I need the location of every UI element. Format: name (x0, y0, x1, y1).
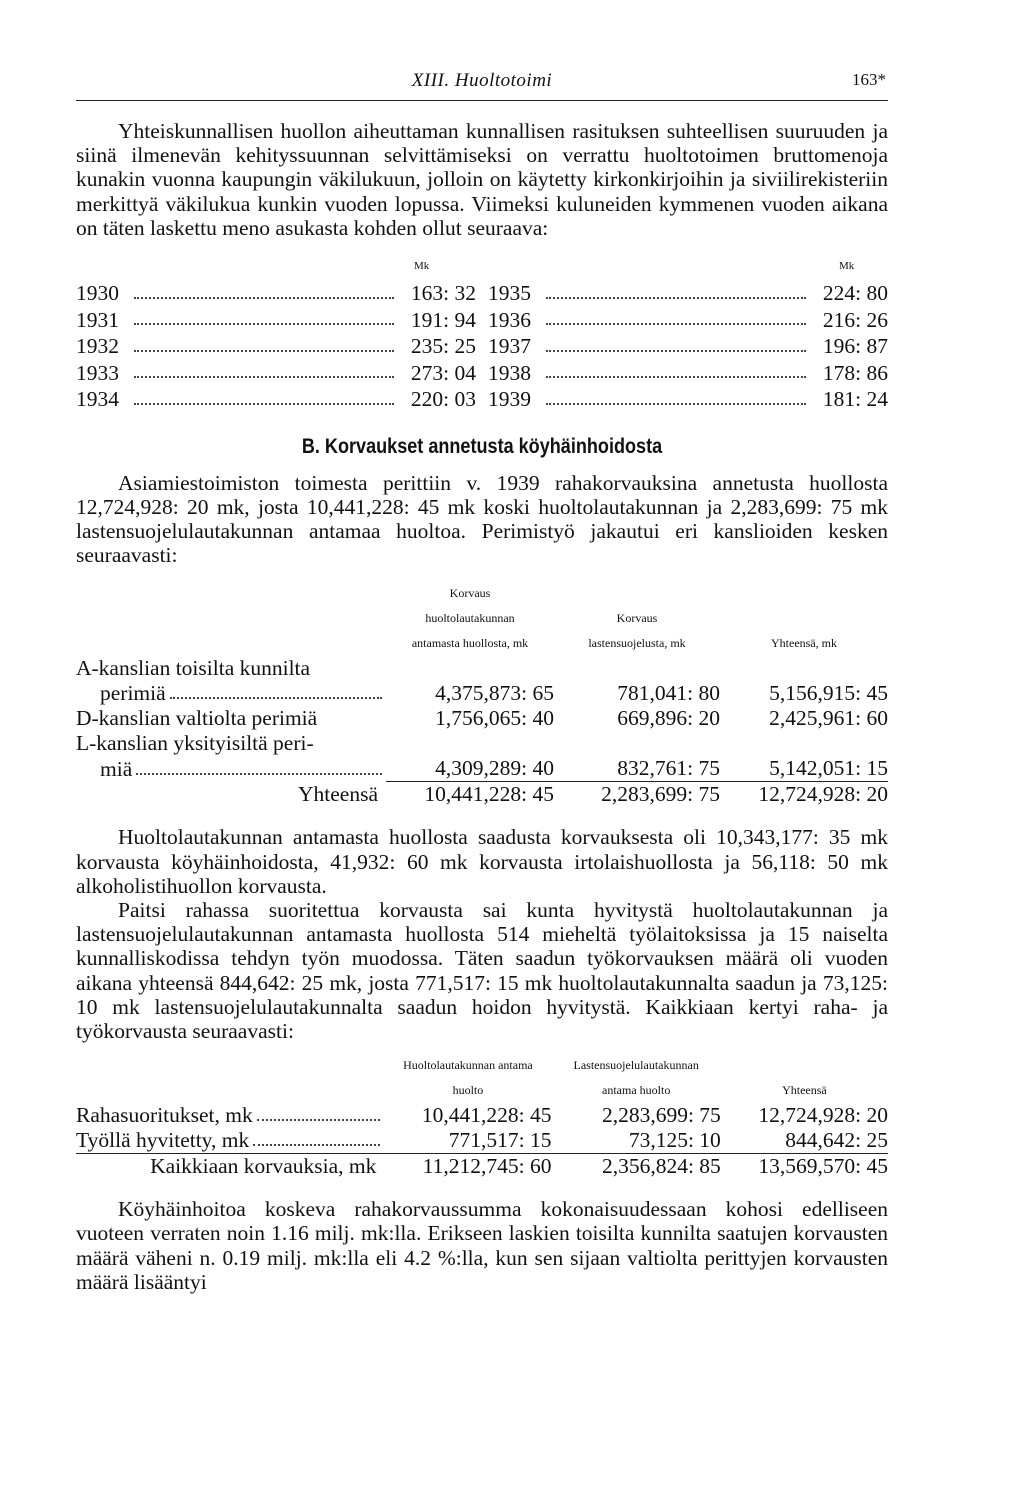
office-collections-table (76, 581, 888, 807)
total-row (76, 1154, 888, 1180)
value: 235: 25 (410, 334, 476, 359)
row-label: D-kanslian valtiolta perimiä (76, 706, 318, 731)
row-label: Rahasuoritukset, mk (76, 1103, 253, 1128)
section-b-paragraph: Asiamiestoimiston toimesta perittiin v. 1939 rahakorvauksina annetusta huollosta 12,724,928: 20 mk, josta 10,441,228: 45 mk koski huoltolautakunnan ja 2,283,699: 75 mk lastensuojelulautakunnan antamaa huoltoa. Perimistyö jakautui eri kanslioiden kesken seuraavasti: (76, 470, 888, 568)
year: 1938 (488, 360, 531, 385)
cell: 4,309,289: 40 (435, 756, 554, 781)
total-compensation-table (76, 1053, 888, 1179)
value: 191: 94 (410, 307, 476, 332)
value: 181: 24 (822, 387, 888, 412)
total-cell: 12,724,928: 20 (720, 782, 888, 808)
paragraph-4: Paitsi rahassa suoritettua korvausta sai kunta hyvitystä huoltolautakunnan ja lastensuojelulautakunnan antamasta huollosta 514 mieheltä työlaitoksissa ja 15 naiselta kunnalliskodissa tehdyn työn muodossa. Täten saadun työkorvauksen määrä oli vuoden aikana yhteensä 844,642: 25 mk, josta 771,517: 15 mk huoltolautakunnalta saadun ja 73,125: 10 mk lastensuojelulautakunnalta saadun hoidon hyvitystä. Kaikkiaan kertyi raha- ja työkorvausta seuraavasti: (76, 897, 888, 1043)
section-b-heading: B. Korvaukset annetusta köyhäinhoidosta (301, 434, 663, 458)
value: 224: 80 (822, 281, 888, 306)
year: 1931 (76, 307, 119, 332)
cell: 5,142,051: 15 (769, 756, 888, 781)
column-header: Yhteensä, mk (771, 636, 837, 651)
cell: 1,756,065: 40 (435, 706, 554, 731)
total-cell: 11,212,745: 60 (384, 1154, 551, 1180)
header-rule (76, 100, 888, 101)
row-label: perimiä (100, 681, 166, 706)
table-row (76, 756, 888, 782)
table-row (76, 706, 888, 731)
year: 1935 (488, 281, 531, 306)
running-header (76, 70, 888, 98)
cell: 669,896: 20 (617, 706, 720, 731)
year: 1939 (488, 387, 531, 412)
value: 178: 86 (822, 360, 888, 385)
per-capita-row (76, 280, 888, 307)
column-header: Yhteensä (782, 1083, 827, 1098)
page-number: 163* (852, 70, 886, 89)
intro-paragraph: Yhteiskunnallisen huollon aiheuttaman kunnallisen rasituksen suhteellisen suuruuden ja siinä ilmenevän kehityssuunnan selvittämiseksi on verrattu huoltotoimen bruttomenoja kunakin vuonna kaupungin väkilukuun, jolloin on käytetty kirkonkirjoihin ja siviilirekisteriin merkittyä väkilukua kunkin vuoden lopussa. Viimeksi kuluneiden kymmenen vuoden aikana on täten laskettu meno asukasta kohden ollut seuraava: (76, 119, 888, 240)
total-cell: 2,356,824: 85 (552, 1154, 721, 1180)
row-label: L-kanslian yksityisiltä peri- (76, 731, 314, 756)
paragraph-5: Köyhäinhoitoa koskeva rahakorvaussumma kokonaisuudessaan kohosi edelliseen vuoteen verraten noin 1.16 milj. mk:lla. Erikseen laskien toisilta kunnilta saatujen korvausten määrä väheni n. 0.19 milj. mk:lla eli 4.2 %:lla, kun sen sijaan valtiolta perittyjen korvausten määrä lisääntyi (76, 1197, 888, 1294)
per-capita-row (76, 360, 888, 387)
table-row (76, 1128, 888, 1154)
value: 163: 32 (410, 281, 476, 306)
cell: 73,125: 10 (628, 1128, 721, 1153)
cell: 832,761: 75 (617, 756, 720, 781)
cell: 2,283,699: 75 (601, 1103, 721, 1128)
per-capita-row (76, 333, 888, 360)
cell: 12,724,928: 20 (758, 1103, 888, 1128)
year: 1936 (488, 307, 531, 332)
per-capita-row (76, 307, 888, 334)
column-header: Huoltolautakunnan antama huolto (403, 1058, 533, 1098)
unit-label-right: Mk (839, 260, 855, 273)
year: 1933 (76, 360, 119, 385)
cell: 2,425,961: 60 (769, 706, 888, 731)
column-header: Lastensuojelulautakunnan antama huolto (573, 1058, 699, 1098)
row-label: A-kanslian toisilta kunnilta (76, 656, 311, 681)
cell: 10,441,228: 45 (421, 1103, 552, 1128)
total-label: Yhteensä (298, 782, 378, 807)
value: 216: 26 (822, 307, 888, 332)
per-capita-table (76, 280, 888, 413)
unit-label-left: Mk (414, 260, 430, 273)
value: 273: 04 (410, 360, 476, 385)
year: 1930 (76, 281, 119, 306)
cell: 5,156,915: 45 (769, 681, 888, 706)
cell: 781,041: 80 (617, 681, 720, 706)
cell: 844,642: 25 (785, 1128, 888, 1153)
page (76, 70, 888, 1294)
value: 196: 87 (822, 334, 888, 359)
value: 220: 03 (410, 387, 476, 412)
year: 1934 (76, 387, 119, 412)
total-cell: 2,283,699: 75 (554, 782, 720, 808)
table-row (76, 656, 888, 681)
table-row (76, 1103, 888, 1128)
paragraph-3: Huoltolautakunnan antamasta huollosta saadusta korvauksesta oli 10,343,177: 35 mk korvausta köyhäinhoidosta, 41,932: 60 mk korvausta irtolaishuollosta ja 56,118: 50 mk alkoholistihuollon korvausta. (76, 825, 888, 898)
total-cell: 13,569,570: 45 (721, 1154, 888, 1180)
row-label: Työllä hyvitetty, mk (76, 1128, 250, 1153)
cell: 771,517: 15 (448, 1128, 552, 1153)
table-row (76, 681, 888, 706)
column-header: Korvaus huoltolautakunnan antamasta huollosta, mk (411, 586, 529, 651)
year: 1937 (488, 334, 531, 359)
table-row (76, 731, 888, 756)
row-label: miä (100, 756, 133, 781)
total-label: Kaikkiaan korvauksia, mk (76, 1154, 384, 1180)
per-capita-row (76, 386, 888, 413)
total-row (76, 782, 888, 808)
cell: 4,375,873: 65 (435, 681, 554, 706)
year: 1932 (76, 334, 119, 359)
chapter-title: XIII. Huoltotoimi (411, 70, 553, 91)
per-capita-unit-row (76, 260, 888, 280)
total-cell: 10,441,228: 45 (386, 782, 554, 808)
column-header: Korvaus lastensuojelusta, mk (588, 611, 686, 651)
